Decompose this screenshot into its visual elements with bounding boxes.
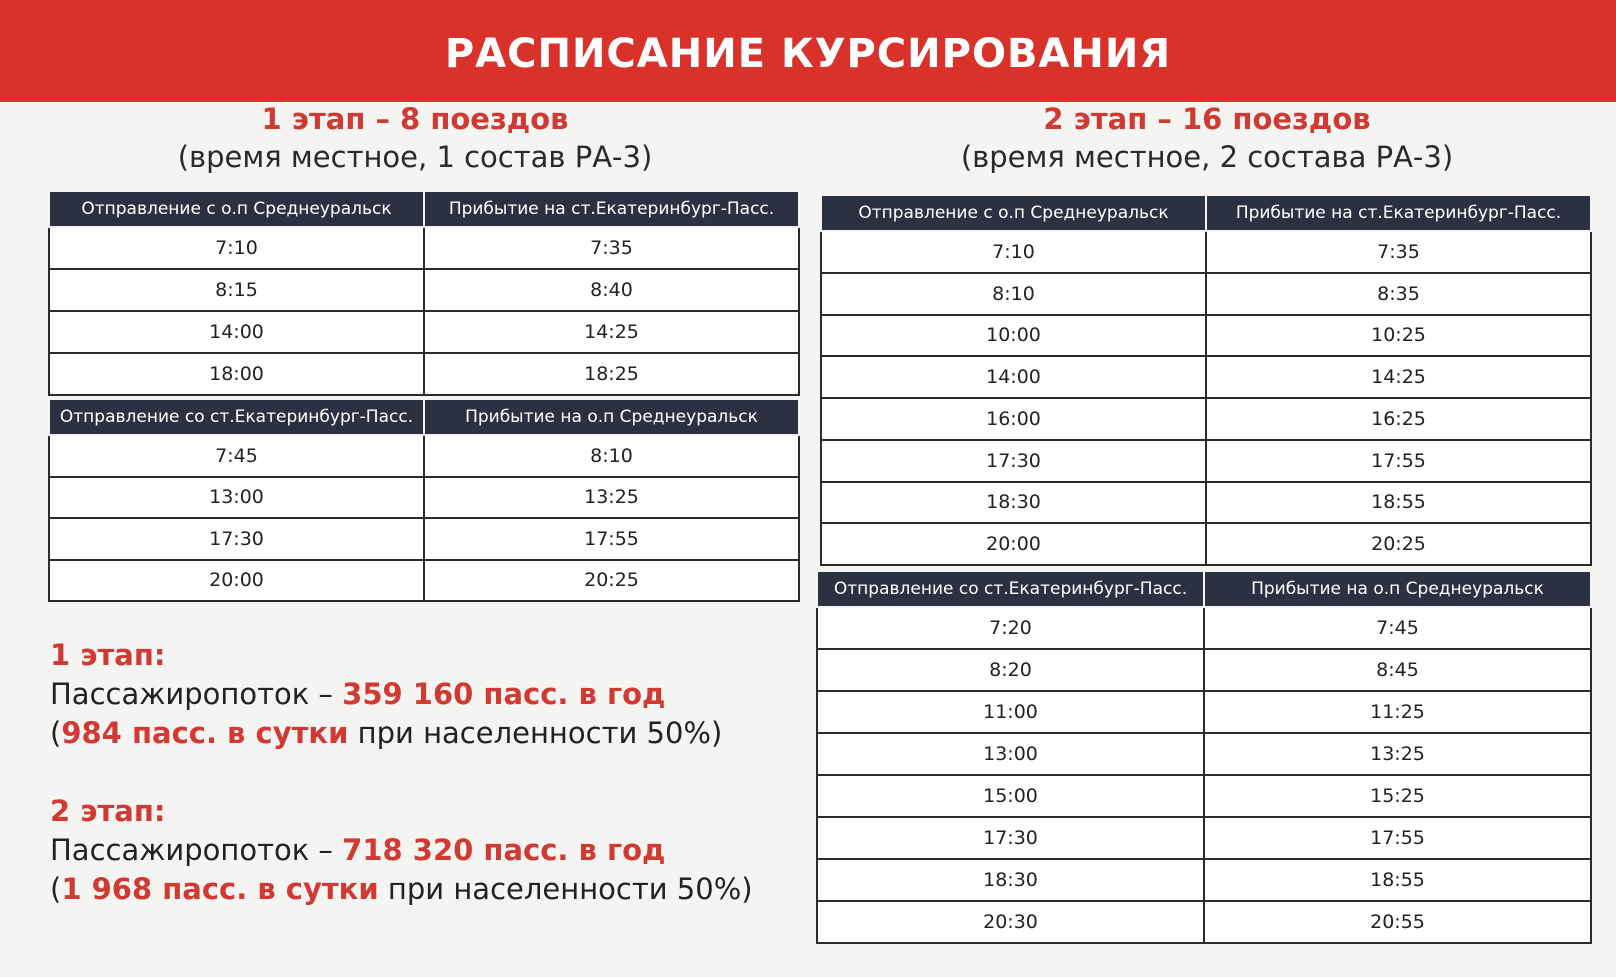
departure-time: 18:00 [49,353,424,395]
stage1-outbound-departure-header: Отправление с о.п Среднеуральск [49,191,424,227]
stage2-outbound-table [820,194,1592,566]
arrival-time: 13:25 [424,477,799,519]
stage2-stats-label: 2 этап: [50,794,166,828]
stage2-daily-line [50,870,753,909]
flow-value: 359 160 пасс. в год [342,677,666,711]
arrival-time: 8:10 [424,435,799,477]
departure-time: 8:15 [49,269,424,311]
title-banner [0,0,1616,102]
departure-time: 17:30 [817,817,1204,859]
paren-open: ( [50,872,62,906]
departure-time: 8:10 [821,273,1206,315]
arrival-time: 20:55 [1204,901,1591,943]
departure-time: 7:10 [49,227,424,269]
table-row [821,356,1591,398]
arrival-time: 20:25 [424,560,799,602]
arrival-time: 18:55 [1204,859,1591,901]
table-row [49,227,799,269]
departure-time: 17:30 [49,518,424,560]
arrival-time: 7:45 [1204,607,1591,649]
stage2-heading [822,100,1592,176]
flow-prefix: Пассажиропоток – [50,677,343,711]
table-row [817,859,1591,901]
stage2-title: 2 этап – 16 поездов [1043,102,1371,136]
table-row [817,691,1591,733]
arrival-time: 17:55 [1206,440,1591,482]
departure-time: 20:30 [817,901,1204,943]
stage1-stats-label: 1 этап: [50,638,166,672]
table-row [49,477,799,519]
flow-prefix: Пассажиропоток – [50,833,343,867]
table-row [817,733,1591,775]
stage1-heading [50,100,780,176]
stage1-inbound-table [48,398,800,602]
departure-time: 18:30 [817,859,1204,901]
flow-value: 718 320 пасс. в год [342,833,666,867]
page-title: РАСПИСАНИЕ КУРСИРОВАНИЯ [444,31,1172,77]
stage1-daily-line [50,714,722,753]
departure-time: 8:20 [817,649,1204,691]
table-row [49,311,799,353]
stage1-inbound-departure-header: Отправление со ст.Екатеринбург-Пасс. [49,399,424,435]
stage2-outbound-departure-header: Отправление с о.п Среднеуральск [821,195,1206,231]
arrival-time: 11:25 [1204,691,1591,733]
table-row [821,398,1591,440]
departure-time: 15:00 [817,775,1204,817]
table-row [817,607,1591,649]
daily-value: 984 пасс. в сутки [61,716,349,750]
departure-time: 13:00 [817,733,1204,775]
stage1-inbound-arrival-header: Прибытие на о.п Среднеуральск [424,399,799,435]
table-row [49,435,799,477]
departure-time: 16:00 [821,398,1206,440]
arrival-time: 8:40 [424,269,799,311]
stage1-subtitle: (время местное, 1 состав РА-3) [177,140,653,174]
daily-suffix: при населенности 50%) [348,716,723,750]
arrival-time: 16:25 [1206,398,1591,440]
arrival-time: 14:25 [424,311,799,353]
departure-time: 14:00 [49,311,424,353]
departure-time: 7:10 [821,231,1206,273]
arrival-time: 15:25 [1204,775,1591,817]
table-row [821,523,1591,565]
stage2-inbound-arrival-header: Прибытие на о.п Среднеуральск [1204,571,1591,607]
stage2-inbound-table [816,570,1592,944]
stage2-stats [50,792,753,909]
arrival-time: 17:55 [424,518,799,560]
departure-time: 11:00 [817,691,1204,733]
table-row [49,269,799,311]
departure-time: 13:00 [49,477,424,519]
departure-time: 17:30 [821,440,1206,482]
table-row [821,231,1591,273]
stage1-outbound-arrival-header: Прибытие на ст.Екатеринбург-Пасс. [424,191,799,227]
stage1-outbound-table [48,190,800,396]
table-row [821,273,1591,315]
arrival-time: 17:55 [1204,817,1591,859]
arrival-time: 8:45 [1204,649,1591,691]
daily-suffix: при населенности 50%) [378,872,753,906]
stage2-subtitle: (время местное, 2 состава РА-3) [960,140,1454,174]
table-row [817,775,1591,817]
arrival-time: 18:55 [1206,482,1591,524]
table-row [817,649,1591,691]
stage1-title: 1 этап – 8 поездов [261,102,569,136]
arrival-time: 7:35 [1206,231,1591,273]
arrival-time: 8:35 [1206,273,1591,315]
arrival-time: 7:35 [424,227,799,269]
departure-time: 20:00 [49,560,424,602]
stage2-flow-line [50,831,753,870]
departure-time: 18:30 [821,482,1206,524]
arrival-time: 13:25 [1204,733,1591,775]
arrival-time: 20:25 [1206,523,1591,565]
table-row [821,315,1591,357]
table-row [821,440,1591,482]
table-row [49,560,799,602]
arrival-time: 18:25 [424,353,799,395]
table-row [817,901,1591,943]
table-row [49,518,799,560]
departure-time: 20:00 [821,523,1206,565]
departure-time: 10:00 [821,315,1206,357]
arrival-time: 10:25 [1206,315,1591,357]
daily-value: 1 968 пасс. в сутки [61,872,379,906]
stage1-flow-line [50,675,722,714]
departure-time: 7:20 [817,607,1204,649]
stage2-inbound-departure-header: Отправление со ст.Екатеринбург-Пасс. [817,571,1204,607]
departure-time: 7:45 [49,435,424,477]
table-row [821,482,1591,524]
stage1-stats [50,636,722,753]
table-row [817,817,1591,859]
table-row [49,353,799,395]
paren-open: ( [50,716,62,750]
departure-time: 14:00 [821,356,1206,398]
arrival-time: 14:25 [1206,356,1591,398]
stage2-outbound-arrival-header: Прибытие на ст.Екатеринбург-Пасс. [1206,195,1591,231]
